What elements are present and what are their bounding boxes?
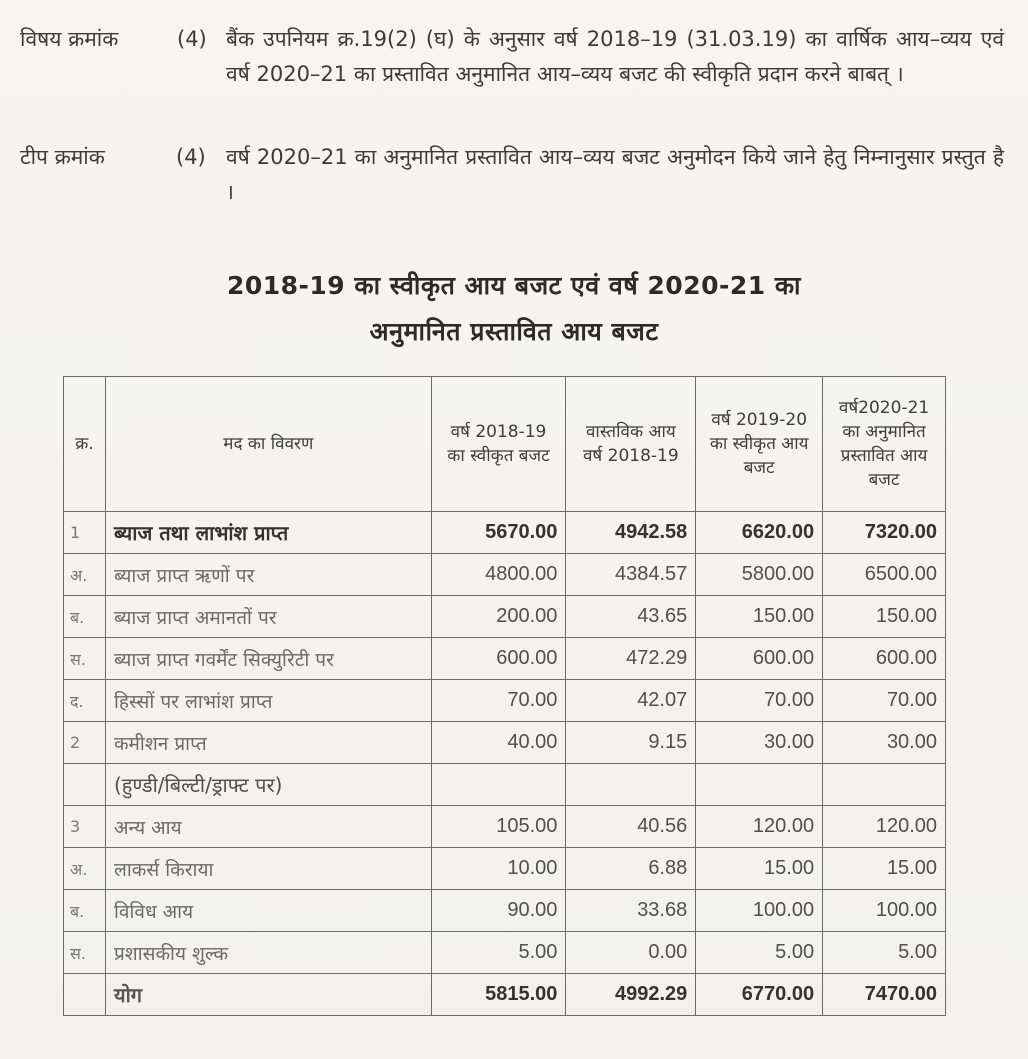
header-actual-2018-19: वास्तविक आय वर्ष 2018-19 (566, 377, 696, 512)
cell-approved-2019-20: 15.00 (696, 848, 823, 890)
row-serial: अ. (64, 848, 106, 890)
row-serial: अ. (64, 554, 106, 596)
cell-approved-2018-19: 4800.00 (431, 554, 566, 596)
cell-approved-2018-19: 105.00 (431, 806, 566, 848)
header-approved-2019-20: वर्ष 2019-20 का स्वीकृत आय बजट (696, 377, 823, 512)
cell-approved-2019-20: 6770.00 (696, 974, 823, 1016)
cell-actual-2018-19: 6.88 (566, 848, 696, 890)
note-label: टीप क्रमांक (20, 145, 105, 169)
row-description: लाकर्स किराया (105, 848, 431, 890)
cell-actual-2018-19: 4384.57 (566, 554, 696, 596)
cell-approved-2018-19: 600.00 (431, 638, 566, 680)
cell-approved-2019-20: 100.00 (696, 890, 823, 932)
row-description: (हुण्डी/बिल्टी/ड्राफ्ट पर) (105, 764, 431, 806)
cell-proposed-2020-21: 15.00 (823, 848, 946, 890)
header-description: मद का विवरण (105, 377, 431, 512)
row-serial (64, 764, 106, 806)
cell-proposed-2020-21: 7470.00 (823, 974, 946, 1016)
note-paragraph (20, 140, 1010, 220)
cell-approved-2019-20: 120.00 (696, 806, 823, 848)
cell-actual-2018-19: 472.29 (566, 638, 696, 680)
cell-approved-2019-20: 6620.00 (696, 512, 823, 554)
cell-actual-2018-19: 4992.29 (566, 974, 696, 1016)
header-serial: क्र. (64, 377, 106, 512)
table-row (64, 932, 946, 974)
header-proposed-2020-21: वर्ष2020-21 का अनुमानित प्रस्तावित आय बजट (823, 377, 946, 512)
cell-approved-2018-19: 200.00 (431, 596, 566, 638)
row-serial: 3 (64, 806, 106, 848)
subject-number: (4) (177, 27, 207, 51)
cell-proposed-2020-21: 70.00 (823, 680, 946, 722)
cell-approved-2019-20 (696, 764, 823, 806)
table-row (64, 680, 946, 722)
row-description: ब्याज प्राप्त गवर्मेंट सिक्युरिटी पर (105, 638, 431, 680)
table-total-row (64, 974, 946, 1016)
cell-proposed-2020-21: 30.00 (823, 722, 946, 764)
cell-actual-2018-19: 40.56 (566, 806, 696, 848)
row-serial: 2 (64, 722, 106, 764)
cell-approved-2018-19: 90.00 (431, 890, 566, 932)
row-serial: ब. (64, 596, 106, 638)
table-row (64, 722, 946, 764)
cell-actual-2018-19 (566, 764, 696, 806)
income-budget-table (63, 376, 946, 1016)
heading-line-1: 2018-19 का स्वीकृत आय बजट एवं वर्ष 2020-21 का (226, 271, 802, 300)
cell-proposed-2020-21: 7320.00 (823, 512, 946, 554)
cell-approved-2018-19: 10.00 (431, 848, 566, 890)
table-row (64, 554, 946, 596)
row-serial: स. (64, 932, 106, 974)
row-description: ब्याज प्राप्त ऋणों पर (105, 554, 431, 596)
table-row (64, 638, 946, 680)
cell-actual-2018-19: 33.68 (566, 890, 696, 932)
cell-approved-2019-20: 30.00 (696, 722, 823, 764)
table-row (64, 764, 946, 806)
table-row (64, 848, 946, 890)
table-row (64, 890, 946, 932)
row-serial: स. (64, 638, 106, 680)
cell-approved-2019-20: 70.00 (696, 680, 823, 722)
cell-proposed-2020-21: 600.00 (823, 638, 946, 680)
cell-actual-2018-19: 43.65 (566, 596, 696, 638)
row-description: योग (105, 974, 431, 1016)
header-approved-2018-19: वर्ष 2018-19 का स्वीकृत बजट (431, 377, 566, 512)
table-header-row (64, 377, 946, 512)
subject-text: बैंक उपनियम क्र.19(2) (घ) के अनुसार वर्ष 2018–19 (31.03.19) का वार्षिक आय–व्यय एवं वर्ष 2020–21 का प्रस्तावित अनुमानित आय–व्यय बजट की स्वीकृति प्रदान करने बाबत् । (226, 27, 1004, 86)
row-serial: द. (64, 680, 106, 722)
row-description: प्रशासकीय शुल्क (105, 932, 431, 974)
row-description: कमीशन प्राप्त (105, 722, 431, 764)
cell-proposed-2020-21: 6500.00 (823, 554, 946, 596)
cell-actual-2018-19: 42.07 (566, 680, 696, 722)
cell-approved-2018-19: 70.00 (431, 680, 566, 722)
cell-actual-2018-19: 9.15 (566, 722, 696, 764)
cell-approved-2018-19: 5670.00 (431, 512, 566, 554)
cell-approved-2018-19 (431, 764, 566, 806)
cell-proposed-2020-21: 100.00 (823, 890, 946, 932)
table-row (64, 806, 946, 848)
row-description: हिस्सों पर लाभांश प्राप्त (105, 680, 431, 722)
note-text: वर्ष 2020–21 का अनुमानित प्रस्तावित आय–व्यय बजट अनुमोदन किये जाने हेतु निम्नानुसार प्रस्तुत है । (226, 145, 1004, 204)
cell-proposed-2020-21: 5.00 (823, 932, 946, 974)
cell-proposed-2020-21 (823, 764, 946, 806)
row-serial: ब. (64, 890, 106, 932)
cell-approved-2018-19: 5815.00 (431, 974, 566, 1016)
table-row (64, 596, 946, 638)
cell-approved-2019-20: 600.00 (696, 638, 823, 680)
row-description: अन्य आय (105, 806, 431, 848)
row-serial: 1 (64, 512, 106, 554)
cell-approved-2019-20: 5.00 (696, 932, 823, 974)
cell-actual-2018-19: 4942.58 (566, 512, 696, 554)
cell-approved-2018-19: 5.00 (431, 932, 566, 974)
cell-approved-2018-19: 40.00 (431, 722, 566, 764)
row-description: ब्याज तथा लाभांश प्राप्त (105, 512, 431, 554)
cell-approved-2019-20: 150.00 (696, 596, 823, 638)
cell-proposed-2020-21: 150.00 (823, 596, 946, 638)
row-description: विविध आय (105, 890, 431, 932)
cell-actual-2018-19: 0.00 (566, 932, 696, 974)
row-description: ब्याज प्राप्त अमानतों पर (105, 596, 431, 638)
table-row (64, 512, 946, 554)
subject-label: विषय क्रमांक (20, 27, 119, 51)
cell-approved-2019-20: 5800.00 (696, 554, 823, 596)
cell-proposed-2020-21: 120.00 (823, 806, 946, 848)
heading-line-2: अनुमानित प्रस्तावित आय बजट (369, 317, 659, 346)
subject-paragraph (20, 22, 1010, 132)
row-serial (64, 974, 106, 1016)
note-number: (4) (176, 145, 206, 169)
